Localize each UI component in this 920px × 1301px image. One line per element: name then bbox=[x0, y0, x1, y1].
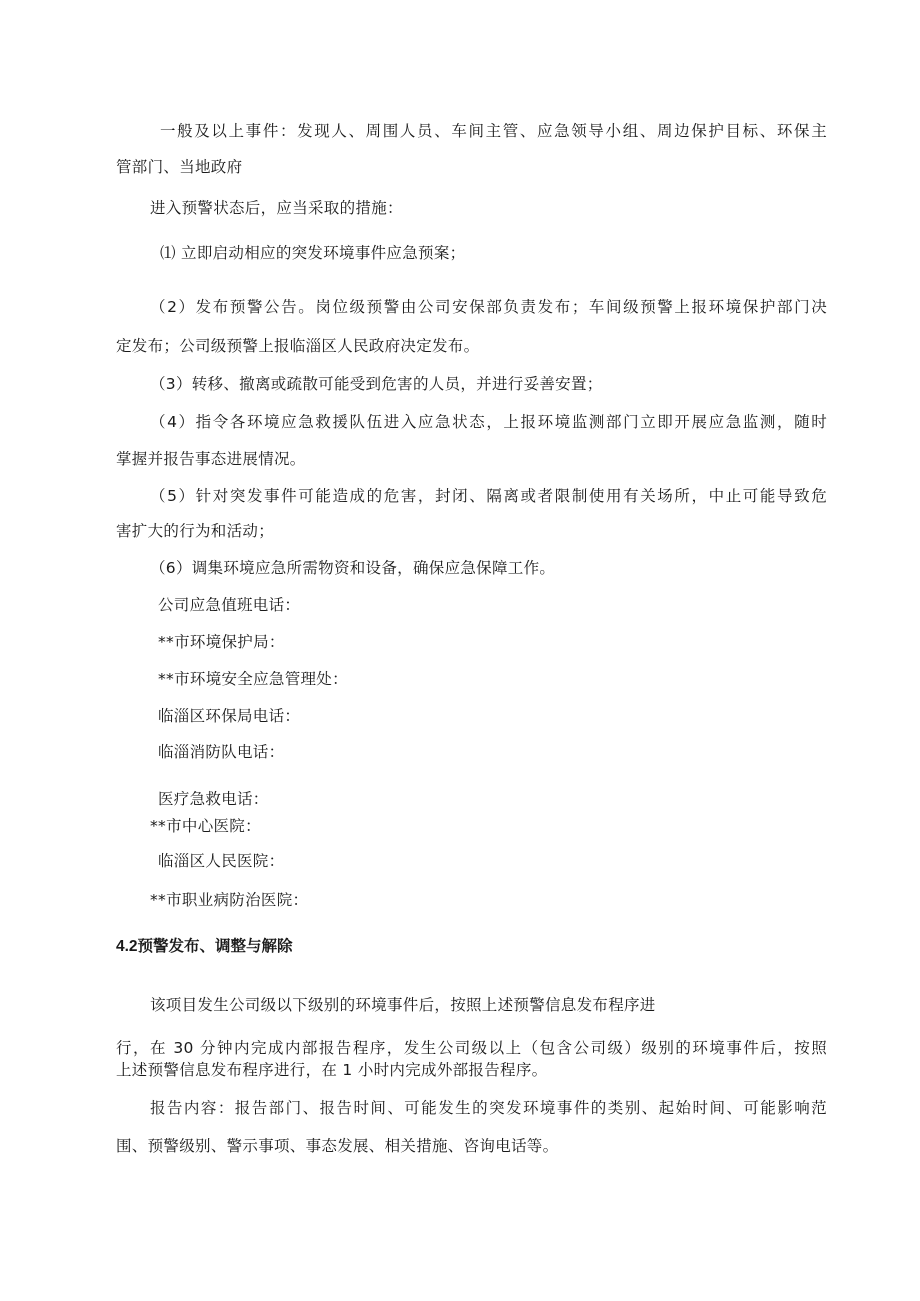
contact-line: 临淄消防队电话： bbox=[158, 743, 285, 761]
contact-line: **市环境安全应急管理处： bbox=[158, 670, 348, 688]
measure-item: ⑴ 立即启动相应的突发环境事件应急预案； bbox=[160, 244, 466, 262]
paragraph-line: 管部门、当地政府 bbox=[116, 158, 243, 176]
measure-item: 掌握并报告事态进展情况。 bbox=[116, 450, 306, 468]
paragraph-line: 围、预警级别、警示事项、事态发展、相关措施、咨询电话等。 bbox=[116, 1137, 559, 1155]
contact-line: **市环境保护局： bbox=[158, 633, 285, 651]
contact-line: 临淄区人民医院： bbox=[158, 852, 285, 870]
measure-item: （4）指令各环境应急救援队伍进入应急状态，上报环境监测部门立即开展应急监测，随时 bbox=[150, 413, 827, 431]
contact-line: **市中心医院： bbox=[150, 817, 261, 835]
measure-item: （3）转移、撤离或疏散可能受到危害的人员，并进行妥善安置； bbox=[150, 375, 603, 393]
paragraph-line: 报告内容：报告部门、报告时间、可能发生的突发环境事件的类别、起始时间、可能影响范 bbox=[150, 1099, 827, 1117]
paragraph-line: 上述预警信息发布程序进行，在 1 小时内完成外部报告程序。 bbox=[116, 1061, 548, 1079]
contact-line: 公司应急值班电话： bbox=[158, 596, 301, 614]
measure-item: 定发布；公司级预警上报临淄区人民政府决定发布。 bbox=[116, 337, 480, 355]
measure-item: （2）发布预警公告。岗位级预警由公司安保部负责发布；车间级预警上报环境保护部门决 bbox=[150, 298, 827, 316]
measure-item: （5）针对突发事件可能造成的危害，封闭、隔离或者限制使用有关场所，中止可能导致危 bbox=[150, 487, 827, 505]
contact-line: 医疗急救电话： bbox=[158, 790, 269, 808]
paragraph-line: 行，在 30 分钟内完成内部报告程序，发生公司级以上（包含公司级）级别的环境事件后，按照 bbox=[116, 1039, 827, 1057]
measure-item: 害扩大的行为和活动； bbox=[116, 522, 275, 540]
contact-line: 临淄区环保局电话： bbox=[158, 707, 301, 725]
paragraph-line: 一般及以上事件：发现人、周围人员、车间主管、应急领导小组、周边保护目标、环保主 bbox=[160, 122, 827, 140]
section-heading: 4.2预警发布、调整与解除 bbox=[116, 938, 293, 955]
measure-item: （6）调集环境应急所需物资和设备，确保应急保障工作。 bbox=[150, 559, 556, 577]
paragraph-line: 进入预警状态后，应当采取的措施： bbox=[150, 199, 403, 217]
paragraph-line: 该项目发生公司级以下级别的环境事件后，按照上述预警信息发布程序进 bbox=[150, 996, 656, 1014]
contact-line: **市职业病防治医院： bbox=[150, 891, 309, 909]
